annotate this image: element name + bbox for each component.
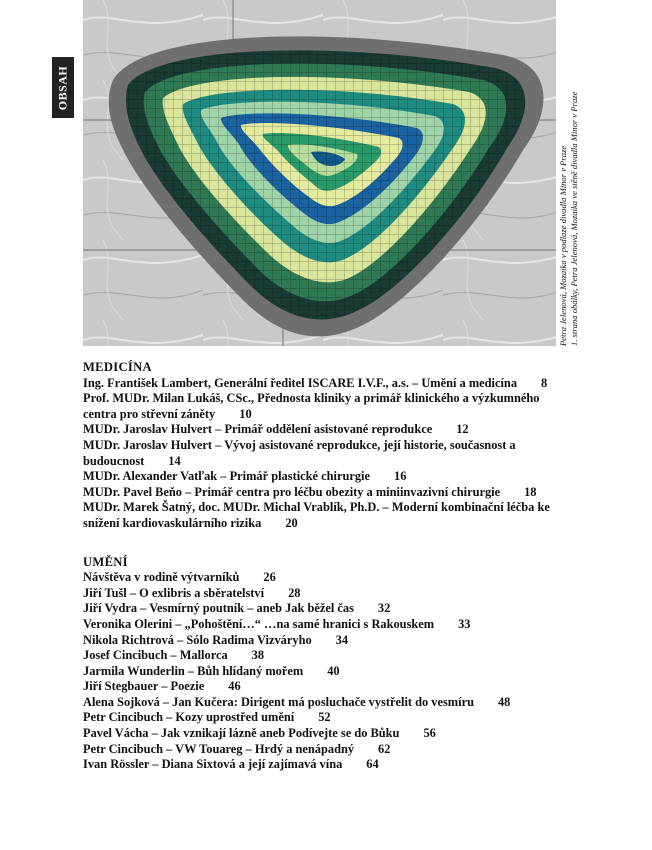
toc-entry-page: 8 (541, 375, 548, 390)
toc-entry[interactable] (83, 438, 573, 469)
toc-entry-title: MUDr. Alexander Vatľak – Primář plastické chirurgie (83, 469, 370, 484)
toc-entry-page: 26 (263, 570, 276, 585)
toc-entry-title: Petr Cincibuch – Kozy uprostřed umění (83, 710, 295, 725)
toc-entry-page: 32 (377, 601, 391, 616)
caption-line-2: 1. strana obálky, Petra Jelenová, Mozaika ve stěně divadla Minor v Praze (568, 91, 579, 346)
section-title-umeni: UMĚNÍ (83, 554, 128, 569)
toc-entry-page: 12 (456, 422, 469, 437)
toc-entry-title: Petr Cincibuch – VW Touareg – Hrdý a nenápadný (83, 741, 355, 756)
toc-entry-title: Návštěva v rodině výtvarníků (83, 570, 240, 585)
section-umeni (83, 555, 573, 773)
toc-entry[interactable] (83, 742, 573, 758)
toc-entry[interactable] (83, 391, 573, 422)
toc-entry[interactable] (83, 376, 573, 392)
toc-entry-title: Ivan Rössler – Diana Sixtová a její zajímavá vína (83, 757, 343, 772)
toc-entry[interactable] (83, 570, 573, 586)
toc-entry[interactable] (83, 726, 573, 742)
toc-entry-title: MUDr. Jaroslav Hulvert – Vývoj asistované reprodukce, její historie, současnost a budoucnost (83, 437, 516, 468)
toc-entry[interactable] (83, 695, 573, 711)
toc-entry[interactable] (83, 601, 573, 617)
toc-entry-title: MUDr. Marek Šatný, doc. MUDr. Michal Vrablík, Ph.D. – Moderní kombinační léčba ke snížení kardiovaskulárního rizika (83, 500, 550, 530)
toc-entry-title: Jiří Stegbauer – Poezie (83, 679, 205, 694)
toc-entry-page: 14 (168, 453, 181, 468)
toc-entry-title: Ing. František Lambert, Generální ředitel ISCARE I.V.F., a.s. – Umění a medicína (83, 375, 518, 390)
toc-entry[interactable] (83, 664, 573, 680)
section-medicina (83, 360, 573, 532)
toc-entry-title: Josef Cincibuch – Mallorca (83, 648, 228, 663)
toc-entry-title: Pavel Vácha – Jak vznikají lázně aneb Podívejte se do Bůku (83, 726, 400, 741)
toc-entry-page: 64 (366, 757, 379, 772)
table-of-contents (83, 360, 573, 773)
toc-entry-page: 46 (228, 679, 241, 694)
toc-entry-page: 40 (327, 663, 340, 678)
photo-caption (558, 0, 579, 346)
toc-entry[interactable] (83, 757, 573, 773)
caption-line-1: Petra Jelenová, Mozaika v podlaze divadla Minor v Praze (558, 145, 568, 346)
toc-entry-title: MUDr. Pavel Beňo – Primář centra pro léčbu obezity a miniinvazivní chirurgie (83, 484, 501, 499)
toc-entry[interactable] (83, 617, 573, 633)
toc-entry[interactable] (83, 500, 573, 531)
toc-entry[interactable] (83, 648, 573, 664)
toc-entry-page: 20 (285, 515, 298, 530)
toc-entry-page: 16 (394, 469, 407, 484)
toc-entry-title: Prof. MUDr. Milan Lukáš, CSc., Přednosta kliniky a primář klinického a výzkumného centra pro střevní záněty (83, 391, 540, 421)
toc-entry[interactable] (83, 422, 573, 438)
toc-entry-page: 10 (239, 406, 252, 421)
toc-entry-page: 62 (378, 741, 391, 756)
toc-entry-title: Veronika Olerini – „Pohoštění…“ …na samé hranici s Rakouskem (83, 616, 435, 631)
section-tab-label: OBSAH (55, 65, 70, 110)
toc-entry[interactable] (83, 633, 573, 649)
toc-entry-page: 52 (318, 710, 331, 725)
toc-entry-title: Jiří Vydra – Vesmírný poutník – aneb Jak běžel čas (83, 601, 354, 616)
toc-entry-page: 34 (335, 632, 349, 647)
toc-entry[interactable] (83, 586, 573, 602)
toc-entry-page: 28 (288, 585, 301, 600)
toc-entry-page: 33 (458, 616, 471, 631)
toc-entry-page: 56 (423, 726, 436, 741)
toc-entry-page: 38 (251, 648, 265, 663)
toc-entry[interactable] (83, 679, 573, 695)
toc-entry[interactable] (83, 469, 573, 485)
toc-entry-title: Alena Sojková – Jan Kučera: Dirigent má posluchače vystřelit do vesmíru (83, 694, 474, 709)
section-tab (52, 57, 74, 118)
toc-entry-title: Nikola Richtrová – Sólo Radima Vizváryho (83, 632, 312, 647)
toc-entry-title: Jarmila Wunderlin – Bůh hlídaný mořem (83, 663, 304, 678)
toc-entry[interactable] (83, 710, 573, 726)
toc-entry-title: Jiří Tušl – O exlibris a sběratelství (83, 585, 265, 600)
toc-entry-title: MUDr. Jaroslav Hulvert – Primář oddělení asistované reprodukce (83, 422, 433, 437)
toc-entry-page: 48 (497, 694, 511, 709)
section-title-medicina: MEDICÍNA (83, 360, 152, 374)
toc-entry-page: 18 (524, 484, 537, 499)
mosaic-photo (83, 0, 556, 346)
section-gap (83, 532, 573, 555)
toc-entry[interactable] (83, 485, 573, 501)
